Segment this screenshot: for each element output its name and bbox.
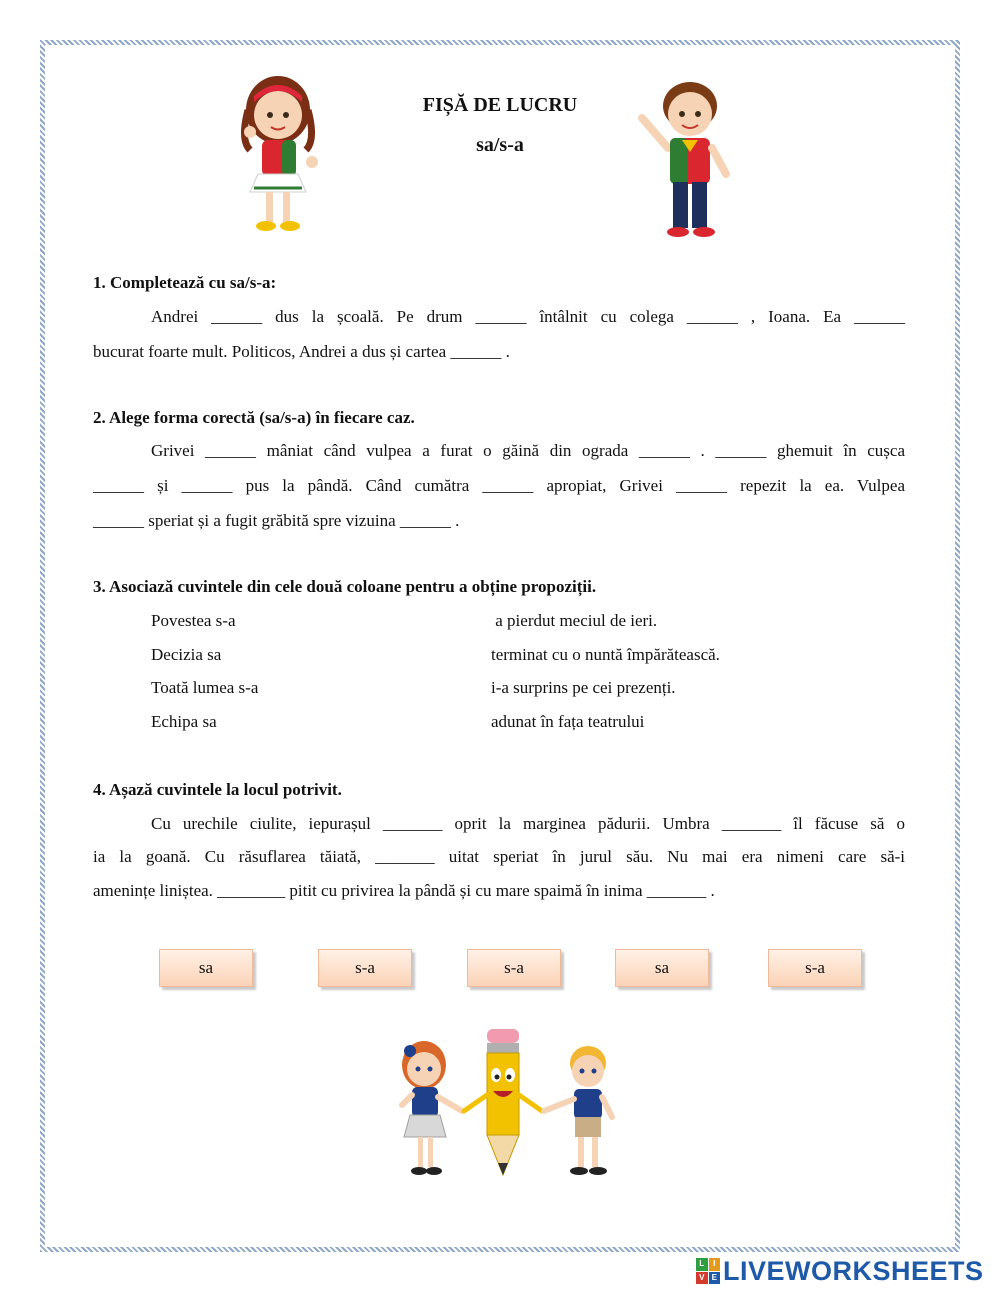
- exercise1-heading: 1. Completează cu sa/s-a:: [93, 273, 277, 292]
- exercise1-line: Andrei ______ dus la școală. Pe drum ______ întâlnit cu colega ______ , Ioana. Ea ______: [151, 307, 905, 326]
- kids-pencil-illustration: [392, 1025, 618, 1190]
- match-left-item: Povestea s-a: [151, 611, 236, 630]
- exercise4-heading: 4. Așază cuvintele la locul potrivit.: [93, 780, 342, 799]
- exercise4-line: Cu urechile ciulite, iepurașul _______ oprit la marginea pădurii. Umbra _______ îl făcuse să o: [151, 814, 905, 833]
- exercise1-line: bucurat foarte mult. Politicos, Andrei a dus și cartea ______ .: [93, 342, 510, 361]
- match-right-item: adunat în fața teatrului: [491, 712, 645, 731]
- word-card-sa[interactable]: sa: [615, 949, 709, 987]
- page-title: FIȘĂ DE LUCRU: [422, 94, 578, 116]
- word-card-s-a[interactable]: s-a: [467, 949, 561, 987]
- match-right-item: i-a surprins pe cei prezenți.: [491, 678, 676, 697]
- match-right-item: terminat cu o nuntă împărătească.: [491, 645, 720, 664]
- word-card-s-a[interactable]: s-a: [318, 949, 412, 987]
- exercise2-heading: 2. Alege forma corectă (sa/s-a) în fiecare caz.: [93, 408, 415, 427]
- page-subtitle: sa/s-a: [476, 134, 524, 156]
- exercise2-line: ______ speriat și a fugit grăbită spre vizuina ______ .: [93, 511, 460, 530]
- match-left-item: Echipa sa: [151, 712, 217, 731]
- match-right-item: a pierdut meciul de ieri.: [491, 611, 658, 630]
- match-left-item: Decizia sa: [151, 645, 222, 664]
- word-card-s-a[interactable]: s-a: [768, 949, 862, 987]
- live-badge-icon: L I V E: [696, 1258, 720, 1284]
- exercise4-line: ia la goană. Cu răsuflarea tăiată, _______ uitat speriat în jurul său. Nu mai era nimeni care să-i: [93, 847, 905, 866]
- exercise4-line: amenințe liniștea. ________ pitit cu privirea la pândă și cu mare spaimă în inima _______ .: [93, 881, 715, 900]
- match-left-item: Toată lumea s-a: [151, 678, 259, 697]
- brand-name: LIVEWORKSHEETS: [723, 1255, 984, 1286]
- liveworksheets-logo: [696, 1256, 984, 1286]
- exercise2-line: ______ și ______ pus la pândă. Când cumătra ______ apropiat, Grivei ______ repezit la ea. Vulpea: [93, 476, 905, 495]
- word-card-sa[interactable]: sa: [159, 949, 253, 987]
- exercise2-line: Grivei ______ mâniat când vulpea a furat o găină din ograda ______ . ______ ghemuit în cușca: [151, 441, 905, 460]
- exercise3-heading: 3. Asociază cuvintele din cele două coloane pentru a obține propoziții.: [93, 577, 597, 596]
